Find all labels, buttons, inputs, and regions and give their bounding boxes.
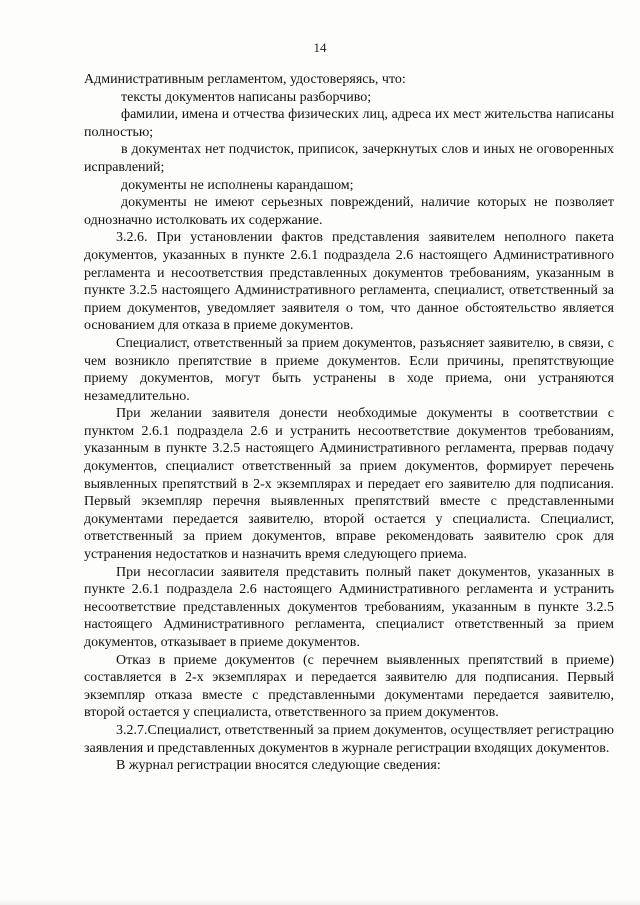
document-body: [84, 71, 614, 775]
list-item: документы не исполнены карандашом;: [121, 177, 354, 193]
list-item: в документах нет подчисток, приписок, зачеркнутых слов и иных не оговоренных исправлений;: [84, 142, 614, 175]
paragraph: При желании заявителя донести необходимые документы в соответствии с пунктом 2.6.1 подраздела 2.6 и устранить несоответствие документов требованиям, указанным в пункте 3.2.5 настоящего Административного регламента, прервав подачу документов, специалист ответственный за прием документов, формирует перечень выявленных препятствий в 2-х экземплярах и передает его заявителю для подписания. Первый экземпляр перечня выявленных препятствий вместе с представленными документами передается заявителю, второй остается у специалиста. Специалист, ответственный за прием документов, вправе рекомендовать заявителю срок для устранения недостатков и назначить время следующего приема.: [84, 406, 614, 563]
paragraph: В журнал регистрации вносятся следующие сведения:: [116, 758, 441, 774]
list-item: тексты документов написаны разборчиво;: [121, 89, 372, 105]
list-item: документы не имеют серьезных повреждений, наличие которых не позволяет однозначно истолковать их содержание.: [84, 195, 614, 228]
section-3-2-7-paragraph: 3.2.7.Специалист, ответственный за прием документов, осуществляет регистрацию заявления и представленных документов в журнале регистрации входящих документов.: [84, 722, 614, 756]
paragraph: Административным регламентом, удостоверяясь, что:: [84, 72, 406, 87]
section-3-2-6-paragraph: 3.2.6. При установлении фактов представления заявителем неполного пакета документов, указанных в пункте 2.6.1 подраздела 2.6 настоящего Административного регламента и несоответствия представленных документов требованиям, указанным в пункте 3.2.5 настоящего Административного регламента, специалист, ответственный за прием документов, уведомляет заявителя о том, что данное обстоятельство является основанием для отказа в приеме документов.: [84, 230, 614, 334]
paragraph: При несогласии заявителя представить полный пакет документов, указанных в пункте 2.6.1 подраздела 2.6 настоящего Административного регламента и устранить несоответствие представленных документов требованиям, указанным в пункте 3.2.5 настоящего Административного регламента, специалист ответственный за прием документов, отказывает в приеме документов.: [84, 564, 614, 650]
page-number: 14: [313, 40, 327, 55]
list-item: фамилии, имена и отчества физических лиц, адреса их мест жительства написаны полностью;: [84, 107, 614, 140]
scan-edge: [0, 899, 640, 905]
paragraph: Отказ в приеме документов (с перечнем выявленных препятствий в приеме) составляется в 2-х экземплярах и передается заявителю для подписания. Первый экземпляр отказа вместе с представленными документами передается заявителю, второй остается у специалиста, ответственного за прием документов.: [84, 652, 614, 721]
paragraph: Специалист, ответственный за прием документов, разъясняет заявителю, в связи, с чем возникло препятствие в приеме документов. Если причины, препятствующие приему документов, могут быть устранены в ходе приема, они устраняются незамедлительно.: [84, 335, 614, 404]
